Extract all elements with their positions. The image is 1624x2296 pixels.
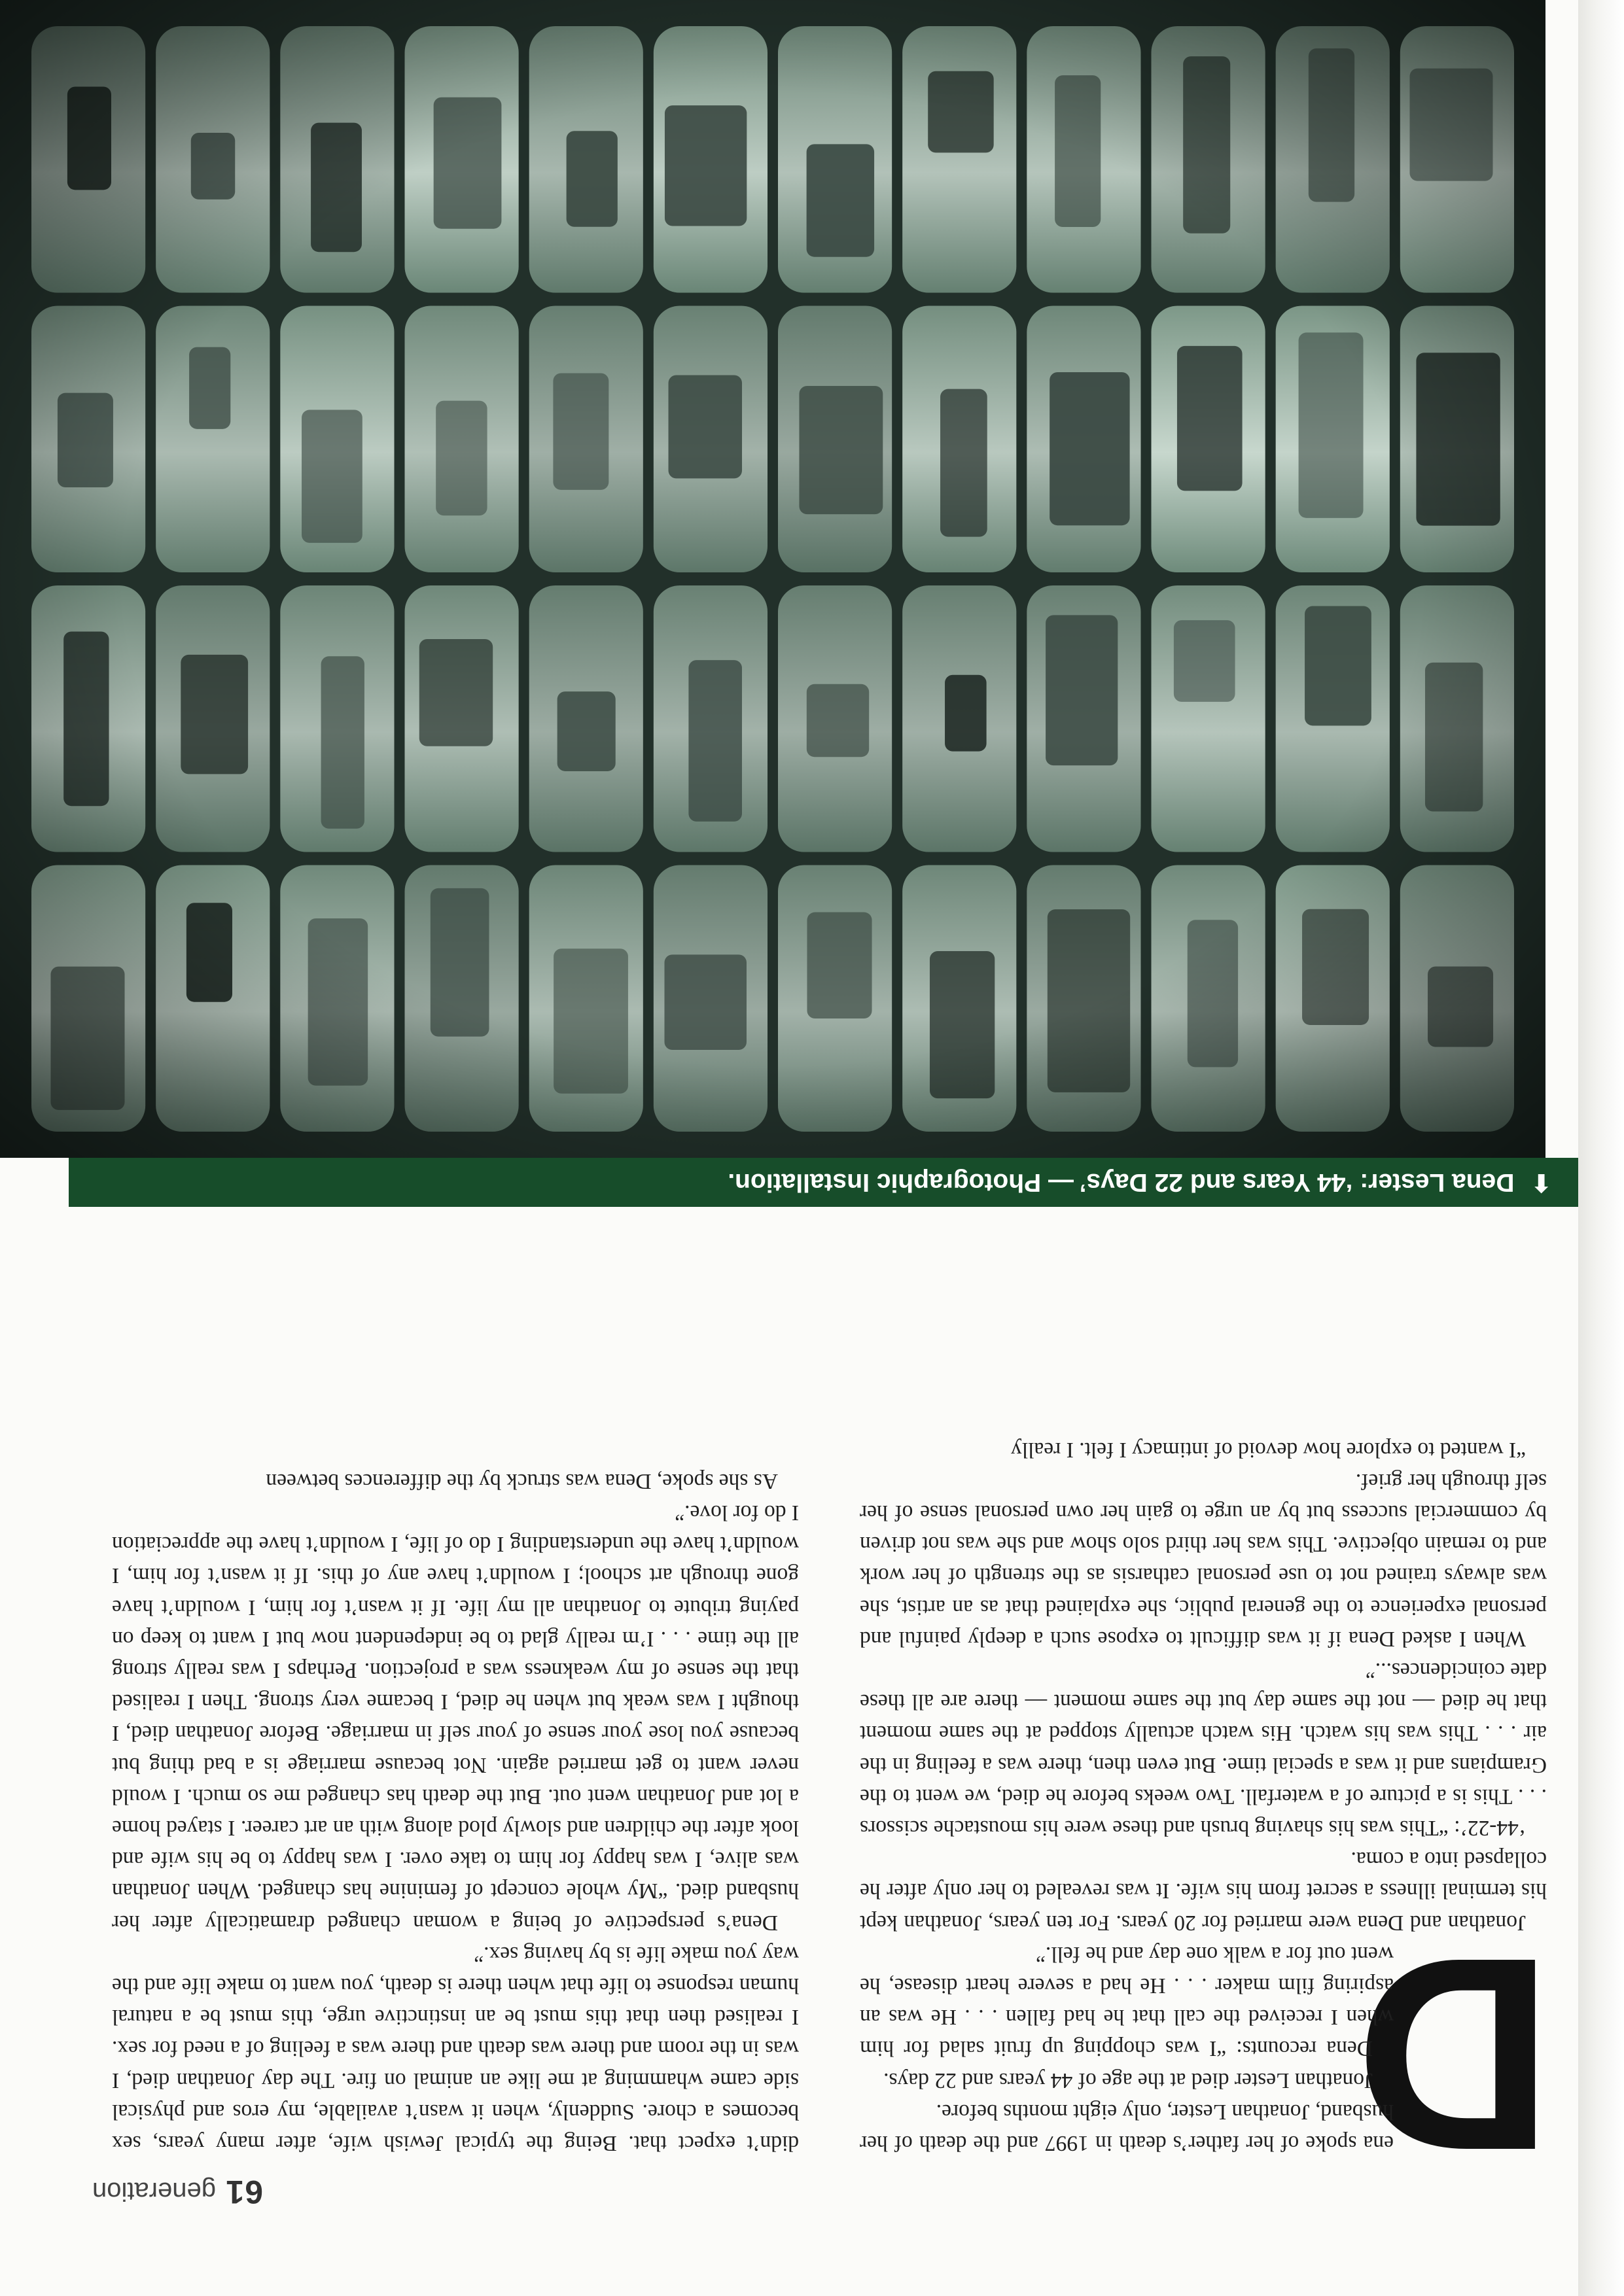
paragraph: As she spoke, Dena was struck by the differences between	[266, 1469, 778, 1493]
page-number: 61	[225, 2174, 263, 2210]
page-edge-shadow	[1578, 0, 1624, 2296]
photo-image	[0, 0, 1545, 1158]
paragraph: When I asked Dena if it was difficult to expose such a deeply painful and personal experience to the general public, she explained that as an artist, she was always trained not to use personal catharsis as the strength of her work and to remain objective. This was her third solo show and she was not driven by commercial success but by an urge to gain her own personal sense of her self through her grief.	[860, 1469, 1547, 1651]
article-column-left	[860, 1433, 1553, 2208]
paragraph: “I wanted to explore how devoid of intimacy I felt. I really	[1011, 1437, 1526, 1462]
page-header	[67, 2172, 263, 2211]
section-label: generation	[92, 2177, 216, 2206]
paragraph: Dena recounts: “I was chopping up fruit salad for him when I received the call that he had fallen . . . He was an aspiring film maker . . . He had a severe heart disease, he went out for a walk one day and he fell.”	[860, 1941, 1394, 2061]
arrow-up-icon: ⬆	[1530, 1168, 1552, 1196]
caption-text: Dena Lester: ‘44 Years and 22 Days’ — Photographic Installation.	[728, 1168, 1515, 1196]
paragraph: Dena’s perspective of being a woman changed dramatically after her husband died. “My whole concept of feminine has changed. When Jonathan was alive, I was happy for him to take over. I was happy to be his wife and look after the children and slowly plod along with an art career. I stayed home a lot and Jonathan went out. But the death has changed me so much. I would never want to get married again. Not because marriage is a bad thing but because you lose your sense of your self in marriage. Before Jonathan died, I thought I was weak but when he died, I became very strong. Then I realised that the sense of my weakness was a projection. Perhaps I was really strong all the time . . . I’m really glad to be independent now but I want to keep on paying tribute to Jonathan all my life. If it wasn’t for him, I wouldn’t have gone through art school; I wouldn’t have any of this. If it wasn’t for him, I wouldn’t have the understanding I do of life, I wouldn’t have the appreciation I do for love.”	[112, 1500, 799, 1935]
paragraph: didn’t expect that. Being the typical Jewish wife, after many years, sex becomes a chore. Suddenly, when it wasn’t available, my eros and physical side came whamming at me like an animal on fire. The day Jonathan died, I was in the room and there was death and there was a feeling of a need for sex. I realised then that this must be an instinctive urge, this must be a natural human response to life that when there is death, you want to make life and the way you make life is by having sex.”	[112, 1941, 799, 2155]
article-column-right	[112, 1465, 799, 2159]
paragraph: ‘44-22’: “This was his shaving brush and these were his moustache scissors . . . This is a picture of a waterfall. Two weeks before he died, we went to the Grampians and it was a special time. But even then, there was a feeling in the air . . . This was his watch. His watch actually stopped at the same moment that he died — not the same day but the same moment — there are all these date coincidences...”	[860, 1658, 1547, 1840]
paragraph: Jonathan and Dena were married for 20 years. For ten years, Jonathan kept his terminal illness a secret from his wife. It was revealed to her only after he collapsed into a coma.	[860, 1847, 1547, 1935]
installation-photo	[0, 0, 1545, 1158]
photo-caption	[69, 1158, 1578, 1207]
paragraph: ena spoke of her father’s death in 1997 and the death of her husband, Jonathan Lester, only eight months before.	[860, 2099, 1394, 2155]
drop-cap: D	[1354, 1901, 1553, 2208]
paragraph: Jonathan Lester died at the age of 44 years and 22 days.	[883, 2068, 1373, 2093]
